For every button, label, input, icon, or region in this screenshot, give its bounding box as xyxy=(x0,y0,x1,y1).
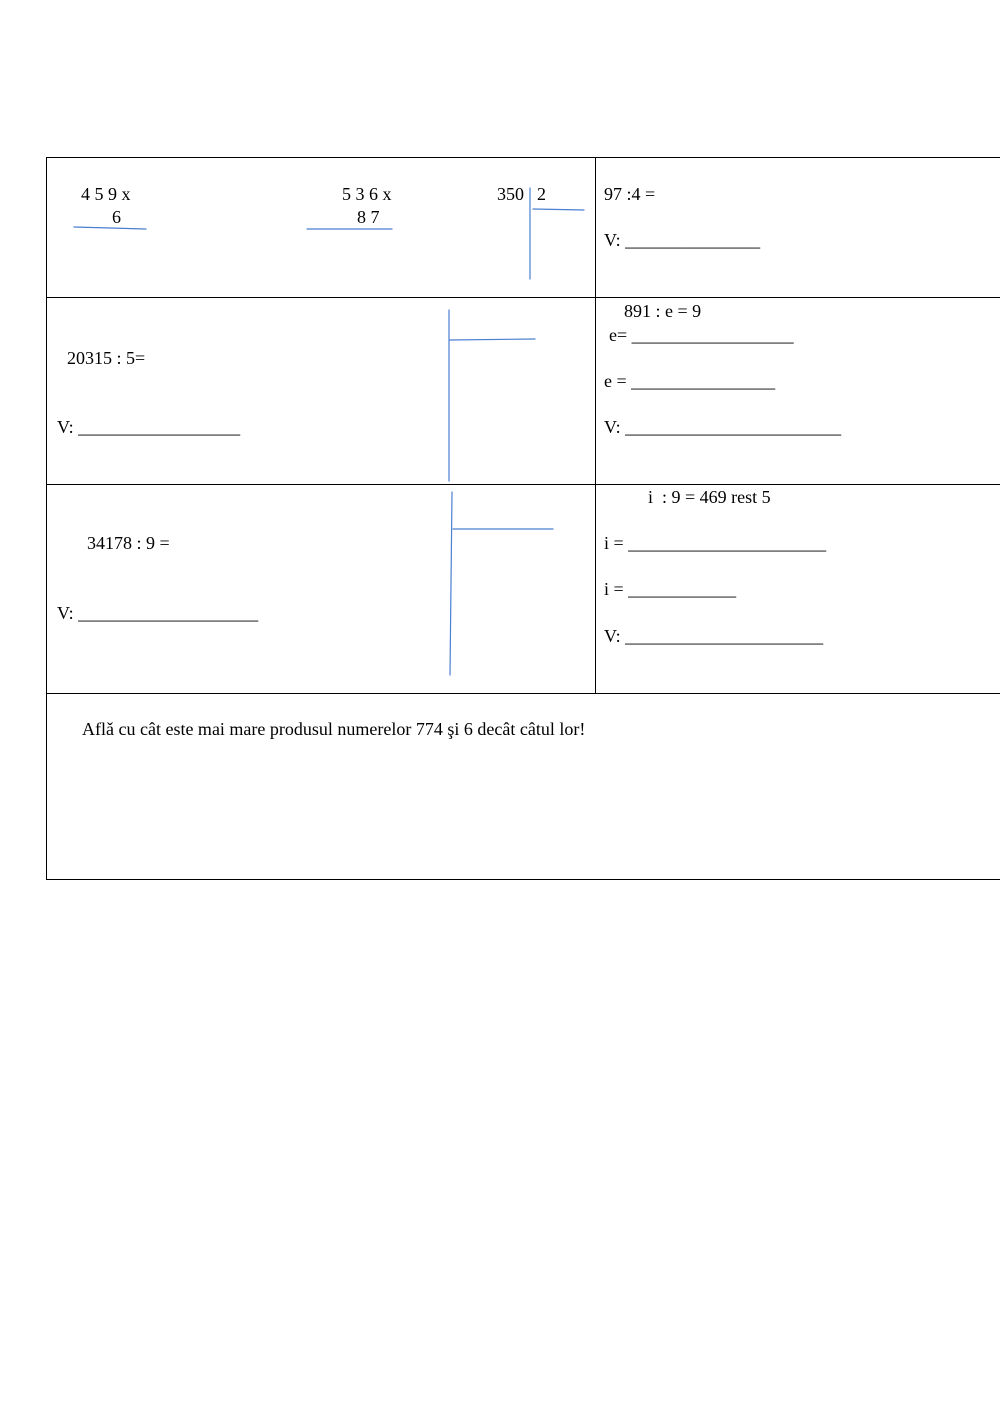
division-20315-horizontal xyxy=(450,339,535,340)
answer-line-20315[interactable]: V: __________________ xyxy=(57,417,241,437)
exercise-20315-div-5: 20315 : 5= xyxy=(67,348,146,368)
i-line-2[interactable]: i = ____________ xyxy=(604,579,737,599)
division-350-horizontal xyxy=(533,209,584,210)
equation-891-e: 891 : e = 9 xyxy=(624,301,702,321)
division-34178-vertical xyxy=(450,492,452,675)
answer-line-34178[interactable]: V: ____________________ xyxy=(57,603,259,623)
exercise-97-div-4: 97 :4 = xyxy=(604,184,656,204)
mult1-bottom: 6 xyxy=(112,207,121,227)
mult2-top: 5 3 6 x xyxy=(342,184,392,204)
division-divisor: 2 xyxy=(537,184,546,204)
answer-line-i[interactable]: V: ______________________ xyxy=(604,626,824,646)
mult1-top: 4 5 9 x xyxy=(81,184,131,204)
equation-i-div-9: i : 9 = 469 rest 5 xyxy=(648,487,771,507)
mult2-bottom: 8 7 xyxy=(357,207,380,227)
i-line-1[interactable]: i = ______________________ xyxy=(604,533,827,553)
exercise-34178-div-9: 34178 : 9 = xyxy=(87,533,170,553)
word-problem: Aflǎ cu cât este mai mare produsul numerelor 774 şi 6 decât câtul lor! xyxy=(82,719,586,739)
mult1-underline xyxy=(74,227,146,229)
e-line-2[interactable]: e = ________________ xyxy=(604,371,776,391)
e-line-1[interactable]: e= __________________ xyxy=(609,325,794,345)
division-dividend: 350 xyxy=(497,184,524,204)
answer-line-891[interactable]: V: ________________________ xyxy=(604,417,842,437)
answer-line-97[interactable]: V: _______________ xyxy=(604,230,761,250)
